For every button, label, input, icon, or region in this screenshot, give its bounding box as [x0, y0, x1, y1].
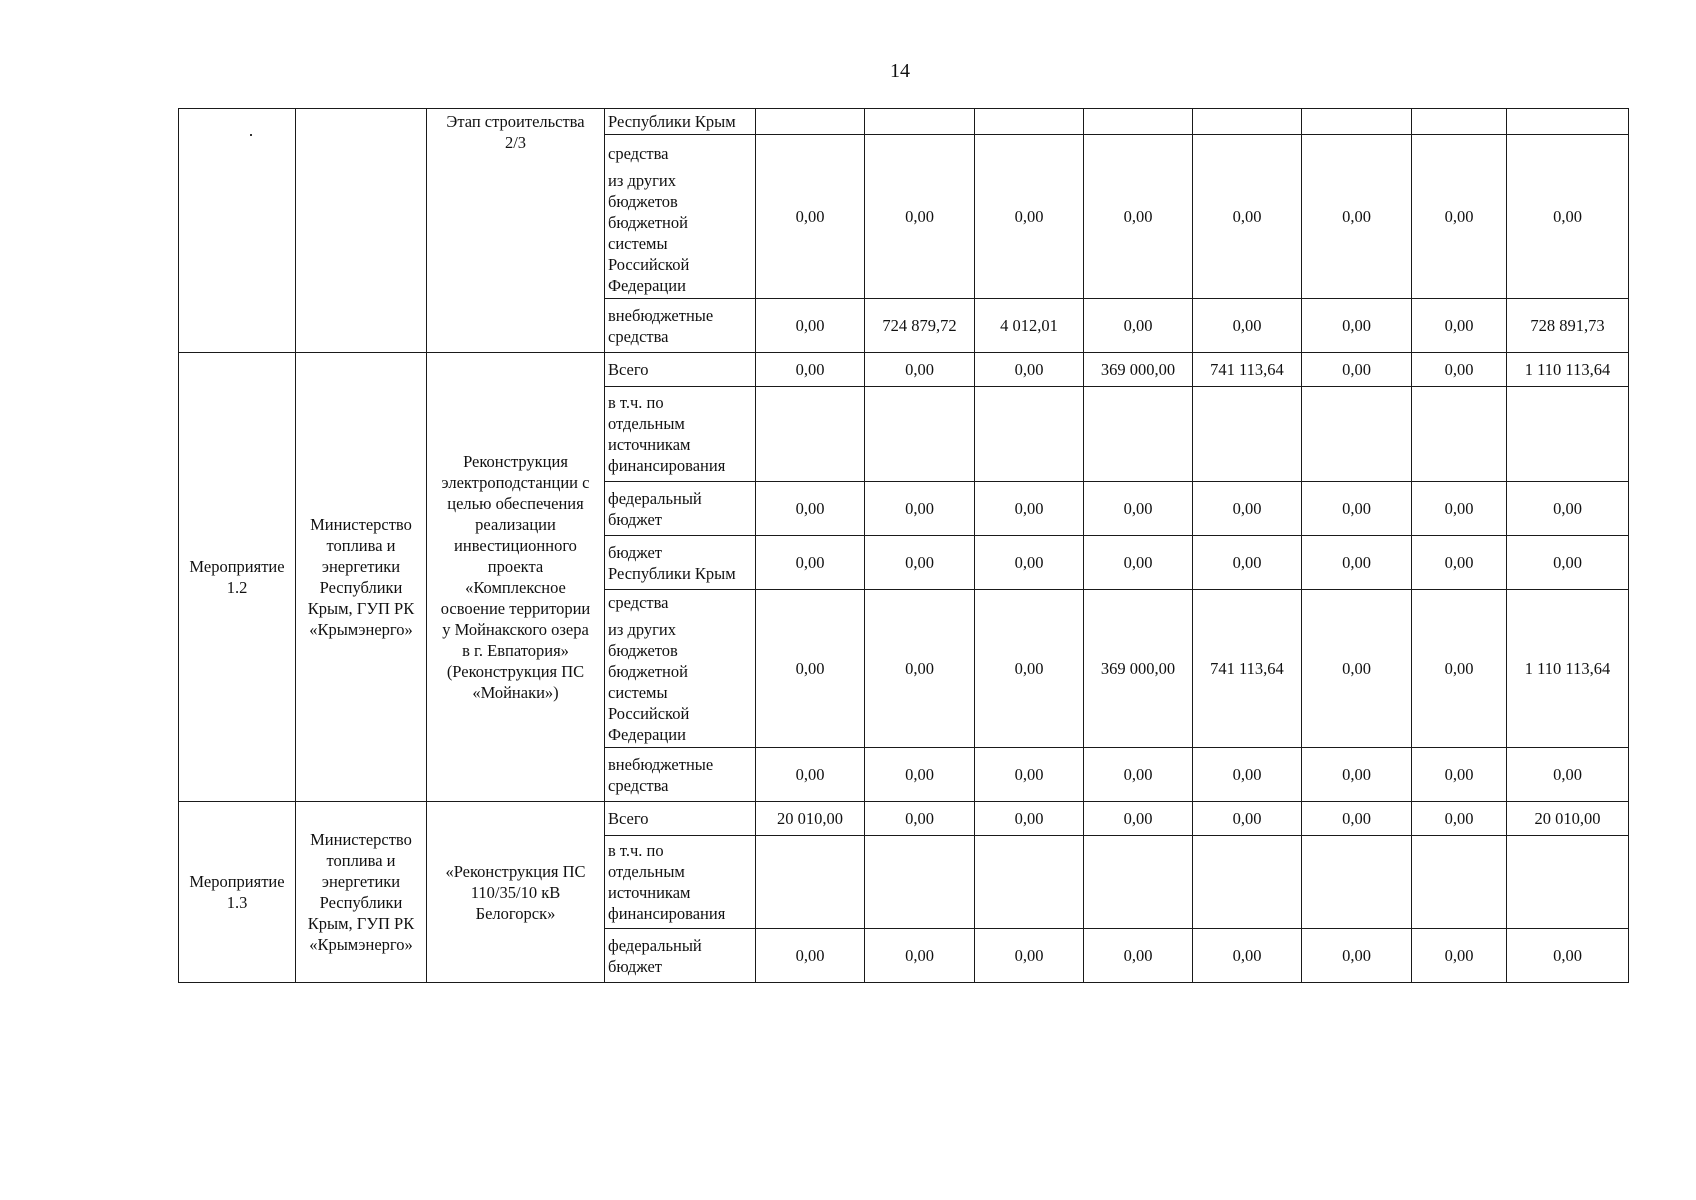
funding-source-cell	[605, 536, 756, 590]
funding-source-cell-line: источникам	[608, 883, 691, 902]
funding-source-cell-line: Республики Крым	[608, 563, 736, 583]
value-cell: 0,00	[756, 135, 865, 299]
value-cell: 0,00	[1412, 299, 1507, 353]
value-cell: 0,00	[1507, 748, 1629, 802]
measure-name-cell	[179, 802, 296, 983]
value-cell: 0,00	[756, 536, 865, 590]
funding-source-cell-line: из других	[608, 620, 676, 639]
value-cell: 4 012,01	[975, 299, 1084, 353]
funding-source-cell-line: бюджет	[608, 509, 662, 529]
value-cell: 0,00	[756, 299, 865, 353]
value-cell: 0,00	[1302, 353, 1412, 387]
project-cell-line: электроподстанции с	[441, 473, 590, 492]
value-cell: 0,00	[1193, 299, 1302, 353]
value-cell: 0,00	[975, 536, 1084, 590]
funding-source-cell-line: бюджетной	[608, 662, 688, 681]
value-cell: 741 113,64	[1193, 590, 1302, 748]
project-cell-line: «Реконструкция ПС	[445, 861, 586, 881]
value-cell: 728 891,73	[1507, 299, 1629, 353]
value-cell: 0,00	[1302, 929, 1412, 983]
table-row	[179, 109, 1629, 135]
value-cell	[1507, 836, 1629, 929]
value-cell: 0,00	[756, 353, 865, 387]
project-cell-line: целью обеспечения	[447, 494, 584, 513]
value-cell: 0,00	[1193, 929, 1302, 983]
value-cell	[1193, 387, 1302, 482]
value-cell: 0,00	[1084, 135, 1193, 299]
value-cell	[865, 387, 975, 482]
value-cell: 0,00	[1084, 482, 1193, 536]
funding-source-cell-line: финансирования	[608, 904, 726, 923]
funding-source-cell	[605, 802, 756, 836]
value-cell	[865, 109, 975, 135]
value-cell	[1084, 109, 1193, 135]
measure-name-cell	[179, 109, 296, 353]
value-cell: 0,00	[1084, 929, 1193, 983]
value-cell: 0,00	[1412, 353, 1507, 387]
value-cell	[975, 109, 1084, 135]
funding-source-cell	[605, 482, 756, 536]
value-cell: 0,00	[1412, 929, 1507, 983]
measure-name-cell-line: Мероприятие	[189, 872, 285, 891]
executor-cell-line: топлива и	[326, 536, 396, 555]
value-cell: 0,00	[975, 353, 1084, 387]
value-cell: 0,00	[865, 802, 975, 836]
executor-cell-line: топлива и	[326, 851, 396, 870]
executor-cell-line: Крым, ГУП РК	[307, 599, 415, 618]
funding-source-cell-line: средства	[608, 144, 669, 163]
funding-source-cell-line: средства	[608, 593, 669, 612]
funding-source-cell-line: средства	[608, 326, 669, 346]
value-cell: 0,00	[975, 748, 1084, 802]
value-cell: 0,00	[1412, 536, 1507, 590]
funding-source-cell-line: средства	[608, 775, 669, 795]
value-cell: 0,00	[1302, 299, 1412, 353]
funding-source-cell-line: финансирования	[608, 456, 726, 475]
funding-source-cell-line: в т.ч. по	[608, 393, 664, 412]
table-row	[179, 802, 1629, 836]
funding-source-cell	[605, 836, 756, 929]
measure-name-cell-line: Мероприятие	[189, 557, 285, 576]
value-cell	[1084, 836, 1193, 929]
value-cell: 1 110 113,64	[1507, 353, 1629, 387]
executor-cell	[296, 802, 427, 983]
value-cell	[1302, 109, 1412, 135]
value-cell: 0,00	[1507, 536, 1629, 590]
value-cell: 0,00	[975, 482, 1084, 536]
value-cell: 0,00	[865, 353, 975, 387]
value-cell	[1412, 387, 1507, 482]
value-cell: 0,00	[865, 748, 975, 802]
executor-cell	[296, 353, 427, 802]
value-cell: 0,00	[1193, 482, 1302, 536]
value-cell: 20 010,00	[756, 802, 865, 836]
project-cell-line: Этап строительства	[446, 112, 585, 131]
funding-source-cell-line: бюджетной	[608, 213, 688, 232]
value-cell: 0,00	[1507, 482, 1629, 536]
executor-cell-line: Министерство	[310, 830, 412, 849]
project-cell	[427, 802, 605, 983]
value-cell: 0,00	[975, 590, 1084, 748]
funding-source-cell-line: Всего	[608, 360, 649, 379]
value-cell	[1084, 387, 1193, 482]
value-cell: 0,00	[756, 590, 865, 748]
value-cell: 0,00	[1193, 748, 1302, 802]
value-cell: 0,00	[865, 929, 975, 983]
value-cell	[1193, 836, 1302, 929]
funding-source-cell	[605, 299, 756, 353]
value-cell: 1 110 113,64	[1507, 590, 1629, 748]
project-cell-line: Реконструкция	[463, 452, 568, 471]
value-cell: 0,00	[1193, 802, 1302, 836]
value-cell: 0,00	[865, 590, 975, 748]
funding-source-cell-line: системы	[608, 683, 668, 702]
executor-cell-line: Республики	[319, 578, 403, 597]
funding-source-cell	[605, 353, 756, 387]
value-cell: 0,00	[1412, 802, 1507, 836]
value-cell: 0,00	[1084, 536, 1193, 590]
project-cell-line: 2/3	[504, 133, 527, 152]
value-cell	[756, 387, 865, 482]
funding-source-cell-line: бюджетов	[608, 192, 678, 211]
project-cell-line: проекта	[487, 557, 544, 576]
funding-source-cell-line: в т.ч. по	[608, 841, 664, 860]
value-cell: 0,00	[1412, 590, 1507, 748]
value-cell: 20 010,00	[1507, 802, 1629, 836]
page-number: 14	[890, 60, 910, 82]
funding-source-cell-line: внебюджетные	[608, 754, 714, 774]
value-cell: 0,00	[1302, 135, 1412, 299]
value-cell: 0,00	[1193, 135, 1302, 299]
executor-cell-line: Крым, ГУП РК	[307, 914, 415, 933]
value-cell: 0,00	[975, 135, 1084, 299]
value-cell: 0,00	[865, 482, 975, 536]
value-cell: 0,00	[756, 929, 865, 983]
executor-cell-line: «Крымэнерго»	[309, 620, 413, 639]
value-cell	[1507, 109, 1629, 135]
funding-source-cell	[605, 109, 756, 135]
value-cell: 0,00	[1302, 748, 1412, 802]
value-cell: 369 000,00	[1084, 590, 1193, 748]
measure-name-cell	[179, 353, 296, 802]
table-row	[179, 353, 1629, 387]
value-cell: 0,00	[1084, 299, 1193, 353]
funding-source-cell-line: отдельным	[608, 414, 685, 433]
executor-cell-line: «Крымэнерго»	[309, 935, 413, 954]
executor-cell-line: энергетики	[321, 557, 401, 576]
funding-source-cell-line: внебюджетные	[608, 305, 714, 325]
project-cell-line: у Мойнакского озера	[442, 620, 589, 639]
project-cell-line: «Комплексное	[465, 578, 566, 597]
funding-source-cell-line: Федерации	[608, 725, 686, 744]
funding-source-cell-line: федеральный	[608, 488, 702, 508]
funding-source-cell-line: бюджет	[608, 542, 662, 562]
value-cell: 0,00	[756, 482, 865, 536]
value-cell: 0,00	[1302, 590, 1412, 748]
project-cell-line: реализации	[475, 515, 556, 534]
value-cell: 0,00	[1412, 482, 1507, 536]
value-cell	[1302, 836, 1412, 929]
value-cell	[1412, 836, 1507, 929]
value-cell	[865, 836, 975, 929]
project-cell	[427, 109, 605, 353]
value-cell: 0,00	[1507, 135, 1629, 299]
funding-source-cell-line: бюджет	[608, 956, 662, 976]
funding-source-cell-line: источникам	[608, 435, 691, 454]
value-cell	[1302, 387, 1412, 482]
executor-cell-line: Министерство	[310, 515, 412, 534]
funding-source-cell	[605, 929, 756, 983]
project-cell-line: освоение территории	[440, 599, 591, 618]
value-cell: 0,00	[1412, 748, 1507, 802]
funding-source-cell-line: системы	[608, 234, 668, 253]
value-cell: 0,00	[756, 748, 865, 802]
funding-table	[178, 108, 1629, 983]
value-cell	[756, 109, 865, 135]
measure-name-cell-line: 1.3	[226, 893, 248, 912]
project-cell-line: в г. Евпатория»	[462, 641, 569, 660]
value-cell: 0,00	[1084, 748, 1193, 802]
executor-cell	[296, 109, 427, 353]
value-cell: 0,00	[1412, 135, 1507, 299]
funding-source-cell-line: Российской	[608, 255, 690, 274]
value-cell: 0,00	[865, 135, 975, 299]
funding-source-cell-line: Всего	[608, 809, 649, 828]
funding-source-cell-line: Республики Крым	[608, 112, 736, 131]
funding-source-cell-line: федеральный	[608, 935, 702, 955]
value-cell: 724 879,72	[865, 299, 975, 353]
project-cell-line: 110/35/10 кВ	[470, 882, 561, 902]
project-cell-line: инвестиционного	[454, 536, 577, 555]
value-cell: 0,00	[975, 929, 1084, 983]
value-cell: 0,00	[1302, 536, 1412, 590]
value-cell: 0,00	[1302, 482, 1412, 536]
project-cell-line: (Реконструкция ПС	[446, 662, 585, 681]
value-cell: 0,00	[1507, 929, 1629, 983]
value-cell: 741 113,64	[1193, 353, 1302, 387]
executor-cell-line: энергетики	[321, 872, 401, 891]
funding-source-cell-line: Российской	[608, 704, 690, 723]
executor-cell-line: Республики	[319, 893, 403, 912]
value-cell	[756, 836, 865, 929]
project-cell-line: Белогорск»	[475, 903, 556, 923]
value-cell: 0,00	[1302, 802, 1412, 836]
funding-source-cell	[605, 387, 756, 482]
funding-source-cell-line: Федерации	[608, 276, 686, 295]
value-cell	[1507, 387, 1629, 482]
value-cell: 0,00	[975, 802, 1084, 836]
project-cell	[427, 353, 605, 802]
value-cell: 0,00	[1193, 536, 1302, 590]
funding-source-cell	[605, 590, 756, 748]
funding-source-cell-line: отдельным	[608, 862, 685, 881]
value-cell	[1193, 109, 1302, 135]
funding-source-cell-line: из других	[608, 171, 676, 190]
value-cell: 369 000,00	[1084, 353, 1193, 387]
project-cell-line: «Мойнаки»)	[472, 683, 559, 702]
measure-name-cell-line: 1.2	[226, 578, 248, 597]
funding-source-cell	[605, 748, 756, 802]
value-cell: 0,00	[1084, 802, 1193, 836]
value-cell	[1412, 109, 1507, 135]
funding-source-cell-line: бюджетов	[608, 641, 678, 660]
value-cell: 0,00	[865, 536, 975, 590]
value-cell	[975, 836, 1084, 929]
funding-source-cell	[605, 135, 756, 299]
value-cell	[975, 387, 1084, 482]
